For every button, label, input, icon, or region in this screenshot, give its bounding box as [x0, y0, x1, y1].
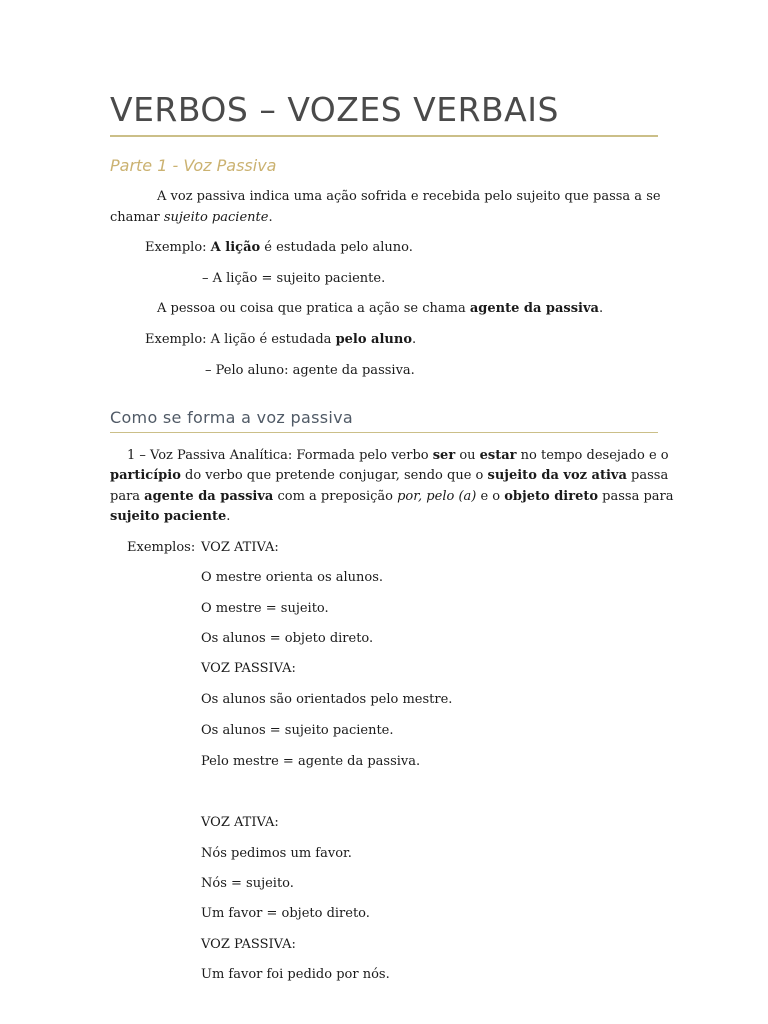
agent-end: . — [598, 301, 604, 316]
intro-line-1: A voz passiva indica uma ação sofrida e recebida pelo sujeito que passa a se — [157, 189, 661, 204]
analytic-text-7: passa para — [598, 489, 674, 504]
example-1-note: – A lição = sujeito paciente. — [202, 271, 386, 286]
ex1-label: Exemplo: — [145, 240, 211, 255]
example-line: Um favor foi pedido por nós. — [201, 967, 390, 982]
analytic-end: . — [226, 509, 231, 524]
intro-text: chamar — [110, 210, 164, 225]
analytic-text: 1 – Voz Passiva Analítica: Formada pelo verbo — [127, 448, 433, 463]
example-2-note: – Pelo aluno: agente da passiva. — [205, 363, 415, 378]
section2-underline — [110, 432, 658, 433]
term-participio: particípio — [110, 468, 181, 483]
ex1-rest: é estudada pelo aluno. — [260, 240, 413, 255]
analytic-line-4 — [110, 507, 230, 527]
analytic-text-3: passa — [626, 468, 669, 483]
example-line: VOZ PASSIVA: — [201, 661, 296, 676]
term-sujeito-paciente: sujeito paciente — [110, 509, 227, 524]
ex2-text: Exemplo: A lição é estudada — [145, 332, 336, 347]
example-line: VOZ ATIVA: — [201, 815, 279, 830]
term-agente: agente da passiva — [144, 489, 274, 504]
agent-text: A pessoa ou coisa que pratica a ação se chama — [157, 301, 470, 316]
intro-line-2 — [110, 208, 273, 228]
example-line: O mestre orienta os alunos. — [201, 570, 384, 585]
example-line: Um favor = objeto direto. — [201, 906, 370, 921]
example-line: Pelo mestre = agente da passiva. — [201, 754, 421, 769]
verb-estar: estar — [479, 448, 517, 463]
term-preposicao: por, pelo (a) — [397, 489, 477, 504]
examples-label: Exemplos: — [127, 540, 196, 555]
analytic-or: ou — [455, 448, 480, 463]
analytic-line-1 — [127, 446, 669, 466]
ex2-agent: pelo aluno — [335, 332, 412, 347]
example-line: Os alunos são orientados pelo mestre. — [201, 692, 453, 707]
page-title: VERBOS – VOZES VERBAIS — [110, 90, 559, 129]
analytic-text-5: com a preposição — [273, 489, 398, 504]
agent-definition — [157, 299, 603, 319]
example-line: Nós = sujeito. — [201, 876, 294, 891]
part1-heading: Parte 1 - Voz Passiva — [110, 156, 277, 175]
intro-term: sujeito paciente — [163, 210, 269, 225]
verb-ser: ser — [432, 448, 456, 463]
example-1 — [145, 238, 413, 258]
analytic-line-3 — [110, 487, 674, 507]
term-sujeito-ativa: sujeito da voz ativa — [487, 468, 627, 483]
title-underline — [110, 135, 658, 137]
term-objeto: objeto direto — [504, 489, 599, 504]
ex2-end: . — [412, 332, 417, 347]
analytic-line-2 — [110, 466, 668, 486]
example-line: VOZ ATIVA: — [201, 540, 279, 555]
example-line: Os alunos = objeto direto. — [201, 631, 374, 646]
analytic-text-4: para — [110, 489, 145, 504]
example-2 — [145, 330, 416, 350]
analytic-text-2: do verbo que pretende conjugar, sendo que o — [180, 468, 488, 483]
agent-term: agente da passiva — [469, 301, 599, 316]
section2-heading: Como se forma a voz passiva — [110, 408, 353, 427]
intro-end: . — [268, 210, 273, 225]
example-line: VOZ PASSIVA: — [201, 937, 296, 952]
example-line: Nós pedimos um favor. — [201, 846, 352, 861]
analytic-text-6: e o — [476, 489, 505, 504]
analytic-rest: no tempo desejado e o — [516, 448, 669, 463]
example-line: Os alunos = sujeito paciente. — [201, 723, 394, 738]
example-line: O mestre = sujeito. — [201, 601, 329, 616]
ex1-subject: A lição — [210, 240, 261, 255]
